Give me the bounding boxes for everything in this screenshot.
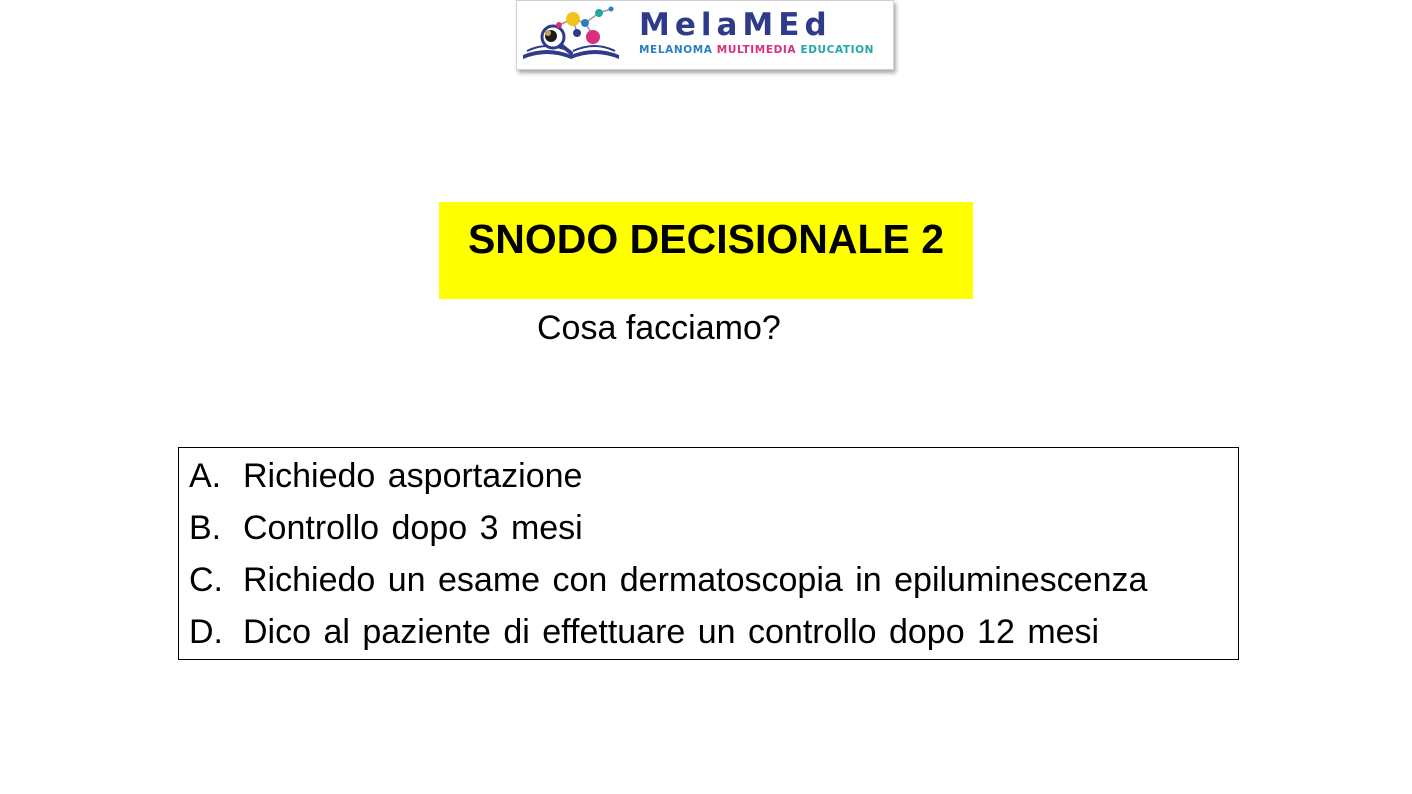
book-magnifier-molecule-icon [519, 3, 629, 67]
logo-brand: MelaMEd [639, 7, 832, 43]
option-letter: C. [189, 561, 223, 599]
option-letter: D. [189, 613, 223, 651]
tagline-education: EDUCATION [800, 44, 875, 56]
tagline-multimedia: MULTIMEDIA [716, 44, 797, 56]
title-box [439, 202, 973, 299]
option-text: Dico al paziente di effettuare un controllo dopo 12 mesi [243, 613, 1100, 651]
option-a[interactable] [189, 454, 1147, 506]
option-letter: A. [189, 457, 222, 495]
options-box [178, 447, 1239, 660]
option-b[interactable] [189, 506, 1147, 558]
logo-text [639, 7, 889, 57]
logo-tagline [639, 43, 889, 57]
option-letter: B. [189, 509, 222, 547]
option-text: Richiedo un esame con dermatoscopia in epiluminescenza [243, 561, 1148, 599]
slide-title: SNODO DECISIONALE 2 [467, 216, 945, 262]
melamed-logo [516, 0, 894, 70]
option-text: Richiedo asportazione [243, 457, 583, 495]
option-d[interactable] [189, 610, 1147, 662]
option-text: Controllo dopo 3 mesi [243, 509, 583, 547]
tagline-melanoma: MELANOMA [639, 44, 713, 56]
question-text: Cosa facciamo? [537, 309, 781, 347]
option-c[interactable] [189, 558, 1147, 610]
options-list [189, 454, 1147, 662]
